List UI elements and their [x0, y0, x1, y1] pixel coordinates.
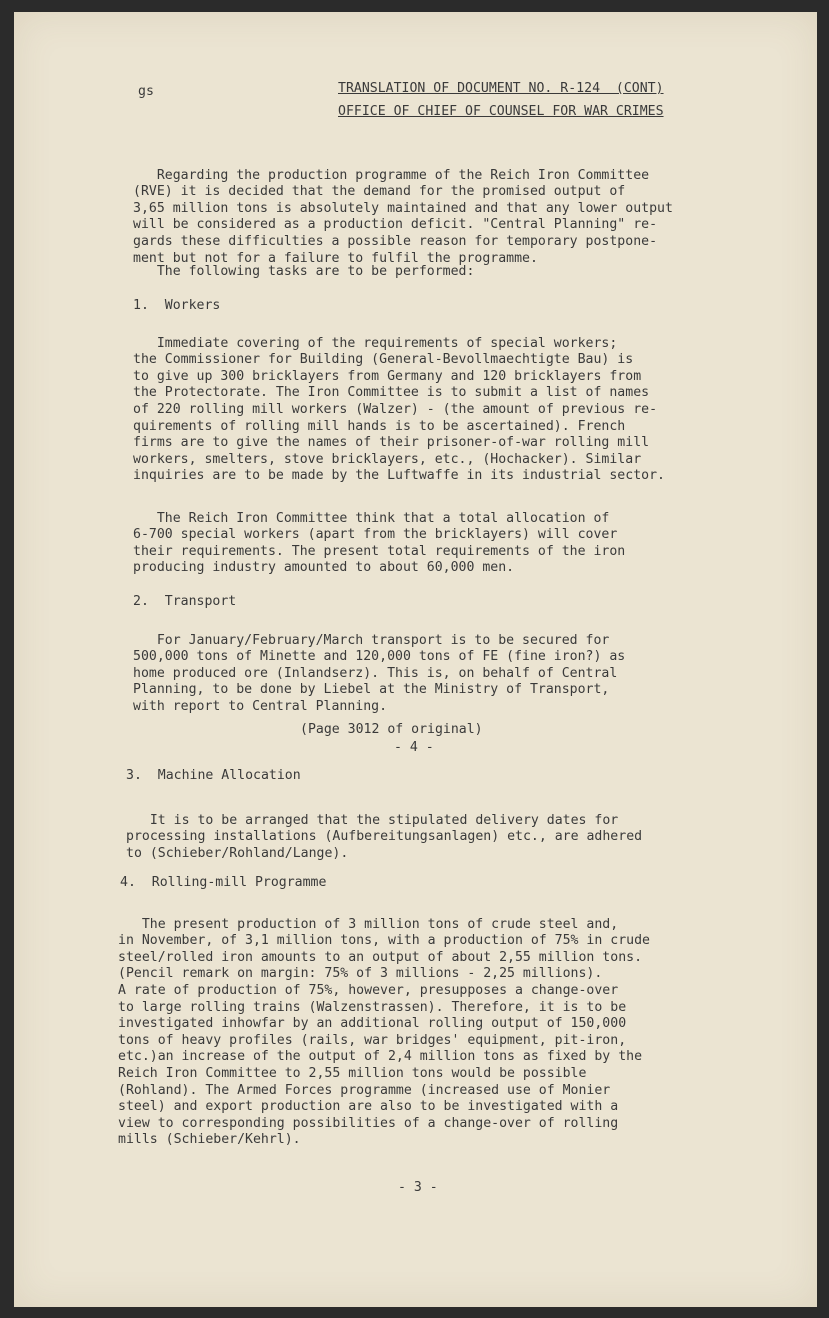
document-page: [14, 12, 817, 1307]
workers-paragraph-1: [133, 319, 665, 485]
text-line: in November, of 3,1 million tons, with a production of 75% in crude: [118, 933, 650, 949]
page-number: - 3 -: [398, 1180, 438, 1195]
text-line: Regarding the production programme of the Reich Iron Committee: [133, 167, 650, 183]
text-line: Reich Iron Committee to 2,55 million tons would be possible: [118, 1065, 587, 1081]
text-line: to give up 300 bricklayers from Germany and 120 bricklayers from: [133, 368, 642, 384]
text-line: to large rolling trains (Walzenstrassen). Therefore, it is to be: [118, 999, 627, 1015]
text-line: steel) and export production are also to be investigated with a: [118, 1099, 619, 1115]
text-line: firms are to give the names of their prisoner-of-war rolling mill: [133, 435, 650, 451]
text-line: the Protectorate. The Iron Committee is to submit a list of names: [133, 385, 650, 401]
text-line: quirements of rolling mill hands is to be ascertained). French: [133, 418, 626, 434]
text-line: The present production of 3 million tons of crude steel and,: [118, 916, 619, 932]
text-line: home produced ore (Inlandserz). This is, on behalf of Central: [133, 665, 618, 681]
intro-paragraph: [133, 151, 673, 267]
text-line: their requirements. The present total requirements of the iron: [133, 543, 626, 559]
machine-allocation-paragraph: [126, 796, 642, 862]
text-line: investigated inhowfar by an additional rolling output of 150,000: [118, 1016, 627, 1032]
text-line: with report to Central Planning.: [133, 698, 388, 714]
text-line: (RVE) it is decided that the demand for the promised output of: [133, 184, 626, 200]
workers-paragraph-2: [133, 494, 625, 577]
text-line: 6-700 special workers (apart from the bricklayers) will cover: [133, 527, 618, 543]
typist-initials: gs: [138, 84, 154, 99]
rolling-mill-paragraph: [118, 900, 650, 1149]
text-line: The Reich Iron Committee think that a total allocation of: [133, 510, 610, 526]
text-line: A rate of production of 75%, however, presupposes a change-over: [118, 982, 619, 998]
text-line: (Pencil remark on margin: 75% of 3 millions - 2,25 millions).: [118, 966, 603, 982]
text-line: etc.)an increase of the output of 2,4 million tons as fixed by the: [118, 1049, 643, 1065]
text-line: of 220 rolling mill workers (Walzer) - (the amount of previous re-: [133, 401, 658, 417]
text-line: ment but not for a failure to fulfil the programme.: [133, 250, 538, 266]
tasks-intro: The following tasks are to be performed:: [133, 264, 475, 279]
text-line: It is to be arranged that the stipulated delivery dates for: [126, 812, 619, 828]
office-title: OFFICE OF CHIEF OF COUNSEL FOR WAR CRIMES: [338, 104, 664, 119]
section-heading-rolling-mill: 4. Rolling-mill Programme: [120, 875, 327, 890]
text-line: (Rohland). The Armed Forces programme (increased use of Monier: [118, 1082, 611, 1098]
section-heading-transport: 2. Transport: [133, 594, 237, 609]
text-line: Planning, to be done by Liebel at the Ministry of Transport,: [133, 682, 610, 698]
text-line: For January/February/March transport is to be secured for: [133, 632, 610, 648]
text-line: 3,65 million tons is absolutely maintained and that any lower output: [133, 200, 673, 216]
document-title: TRANSLATION OF DOCUMENT NO. R-124 (CONT): [338, 81, 664, 96]
text-line: inquiries are to be made by the Luftwaffe in its industrial sector.: [133, 468, 665, 484]
text-line: 500,000 tons of Minette and 120,000 tons of FE (fine iron?) as: [133, 649, 626, 665]
text-line: gards these difficulties a possible reason for temporary postpone-: [133, 233, 658, 249]
original-page-number: - 4 -: [394, 740, 434, 755]
section-heading-workers: 1. Workers: [133, 298, 221, 313]
text-line: tons of heavy profiles (rails, war bridges' equipment, pit-iron,: [118, 1032, 627, 1048]
text-line: steel/rolled iron amounts to an output of about 2,55 million tons.: [118, 949, 643, 965]
text-line: the Commissioner for Building (General-Bevollmaechtigte Bau) is: [133, 352, 634, 368]
transport-paragraph: [133, 616, 625, 716]
text-line: will be considered as a production deficit. "Central Planning" re-: [133, 217, 658, 233]
text-line: to (Schieber/Rohland/Lange).: [126, 845, 349, 861]
original-page-note: (Page 3012 of original): [300, 722, 483, 737]
text-line: Immediate covering of the requirements of special workers;: [133, 335, 618, 351]
section-heading-machine-allocation: 3. Machine Allocation: [126, 768, 301, 783]
text-line: workers, smelters, stove bricklayers, etc., (Hochacker). Similar: [133, 451, 642, 467]
text-line: mills (Schieber/Kehrl).: [118, 1132, 301, 1148]
text-line: processing installations (Aufbereitungsanlagen) etc., are adhered: [126, 829, 643, 845]
text-line: producing industry amounted to about 60,000 men.: [133, 560, 515, 576]
text-line: view to corresponding possibilities of a change-over of rolling: [118, 1115, 619, 1131]
